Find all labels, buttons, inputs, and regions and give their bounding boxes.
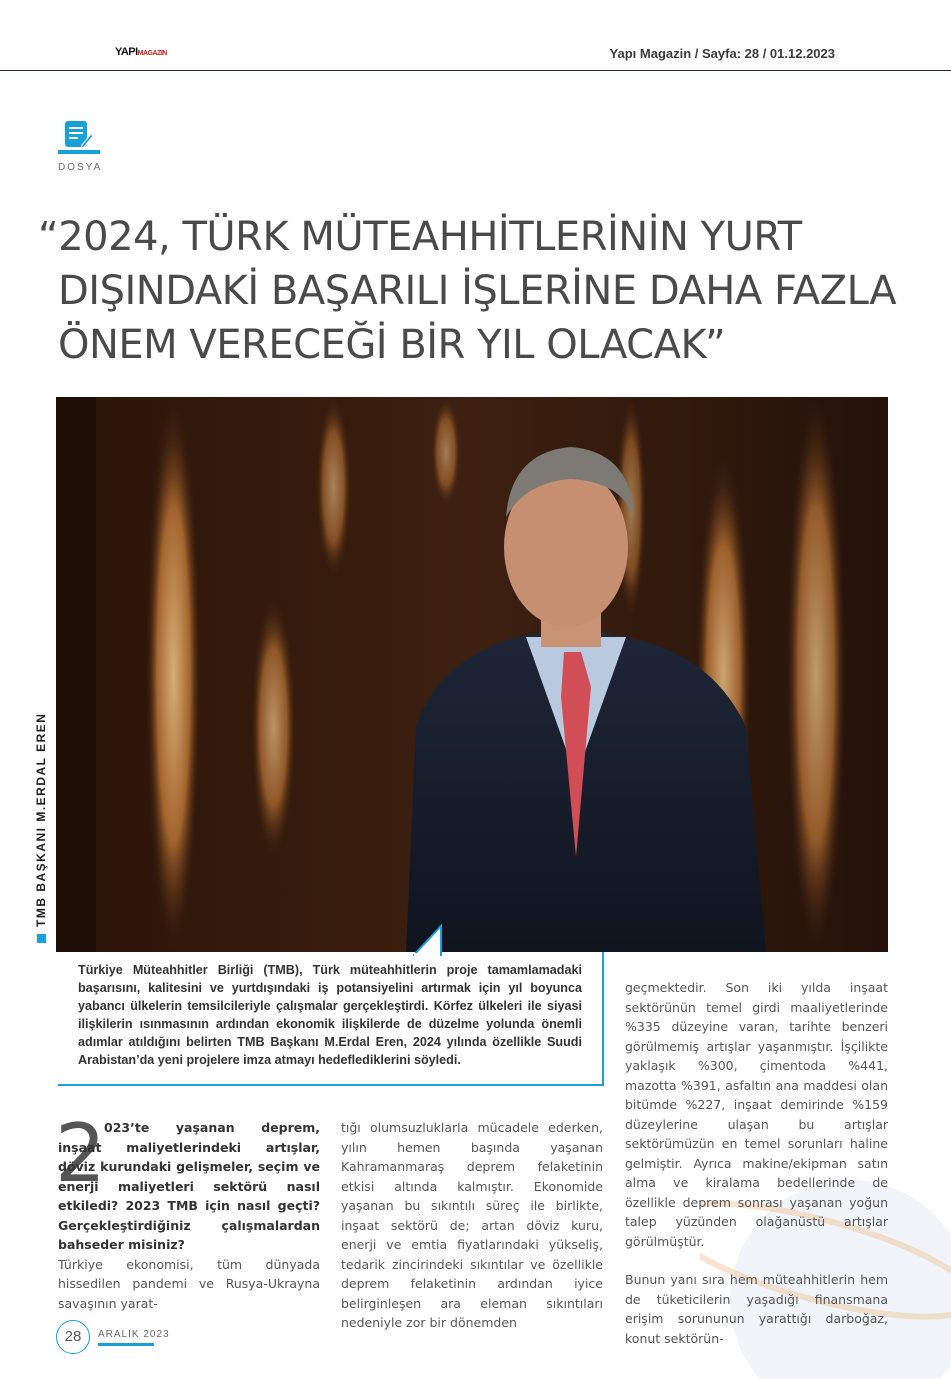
speech-tail (413, 920, 447, 956)
article-column-1 (58, 1118, 320, 1313)
headline-line: “2024, TÜRK MÜTEAHHİTLERİNİN YURT (38, 214, 802, 260)
side-label-marker (37, 934, 46, 943)
section-label: DOSYA (58, 162, 103, 173)
document-icon (62, 118, 94, 150)
headline-line: ÖNEM VERECEĞİ BİR YIL OLACAK” (58, 322, 726, 368)
paragraph: Bunun yanı sıra hem müteahhitlerin hem de tüketicilerin yaşadığı finansmana erişim sorununun yarattığı darboğaz, konut sektörün- (625, 1272, 888, 1346)
article-summary: Türkiye Müteahhitler Birliği (TMB), Türk müteahhitlerin proje tamamlamadaki başarısını, kalitesini ve yurtdışındaki iş potansiyelini artırmak için yıl boyunca yabancı ülkelerin temsilcileriyle çalışmalar gerçekleştirdi. Körfez ülkeleri ile siyasi ilişkilerin ısınmasının ardından ekonomik ilişkilerde de düzelme yolunda önemli adımlar atıldığını belirten TMB Başkanı M.Erdal Eren, 2024 yılında özellikle Suudi Arabistan’da yeni projelere imza atmayı hedeflediklerini söyledi. (78, 963, 582, 1067)
question-text: 023’te yaşanan deprem, inşaat maliyetlerindeki artışlar, döviz kurundaki gelişmeler, seçim ve enerji maliyetleri sektörü nasıl etkiledi? 2023 TMB için nasıl geçti? Gerçekleştirdiğiniz çalışmalardan bahseder misiniz? (58, 1120, 320, 1252)
paragraph: tığı olumsuzluklarla mücadele ederken, yılın hemen başında yaşanan Kahramanmaraş deprem felaketinin etkisi altında kalmıştır. Ekonomide yaşanan bu sıkıntılı süreç ile birlikte, inşaat sektörü de; artan döviz kuru, enerji ve emtia fiyatlarındaki yükseliş, tedarik zincirindeki sıkıntılar ve özellikle deprem felaketinin ardından iyice belirginleşen ara eleman sıkıntıları nedeniyle zor bir dönemden (341, 1120, 603, 1330)
drop-cap: 2 (55, 1107, 106, 1200)
publication-info: Yapı Magazin / Sayfa: 28 / 01.12.2023 (609, 46, 835, 61)
footer-underline (98, 1343, 154, 1346)
paragraph: geçmektedir. Son iki yılda inşaat sektörünün temel girdi maaliyetlerinde %335 düzeyine varan, tarihte benzeri görülmemiş artışlar yaşanmıştır. İşçilikte yaklaşık %300, çimentoda %441, mazotta %391, asfaltın ana maddesi olan bitümde %227, inşaat demirinde %159 düzeylerine ulaşan bu artışlar sektörümüzün en temel sorunları haline gelmiştir. Ayrıca makine/ekipman satın alma ve kiralama bedellerinde de özellikle deprem sonrası yaşanan yoğun talep yüzünden olağanüstü artışlar görülmüştür. (625, 980, 888, 1249)
article-column-3 (625, 978, 888, 1348)
page-header (0, 0, 951, 71)
interview-question (58, 1118, 320, 1255)
magazine-logo (115, 46, 167, 58)
logo-sub: MAGAZIN (137, 50, 167, 57)
page-number: 28 (56, 1320, 90, 1354)
issue-date: ARALIK 2023 (98, 1329, 170, 1340)
section-underline (58, 150, 100, 154)
portrait-photo (56, 397, 888, 952)
headline-line: DIŞINDAKİ BAŞARILI İŞLERİNE DAHA FAZLA (58, 268, 897, 314)
side-label-text: TMB BAŞKANI M.ERDAL EREN (34, 712, 48, 927)
side-label (34, 713, 48, 943)
article-column-2 (341, 1118, 603, 1333)
logo-text: YAPI (115, 46, 138, 58)
paragraph: Türkiye ekonomisi, tüm dünyada hissedilen pandemi ve Rusya-Ukrayna savaşının yarat- (58, 1256, 320, 1311)
article-headline (38, 210, 897, 372)
